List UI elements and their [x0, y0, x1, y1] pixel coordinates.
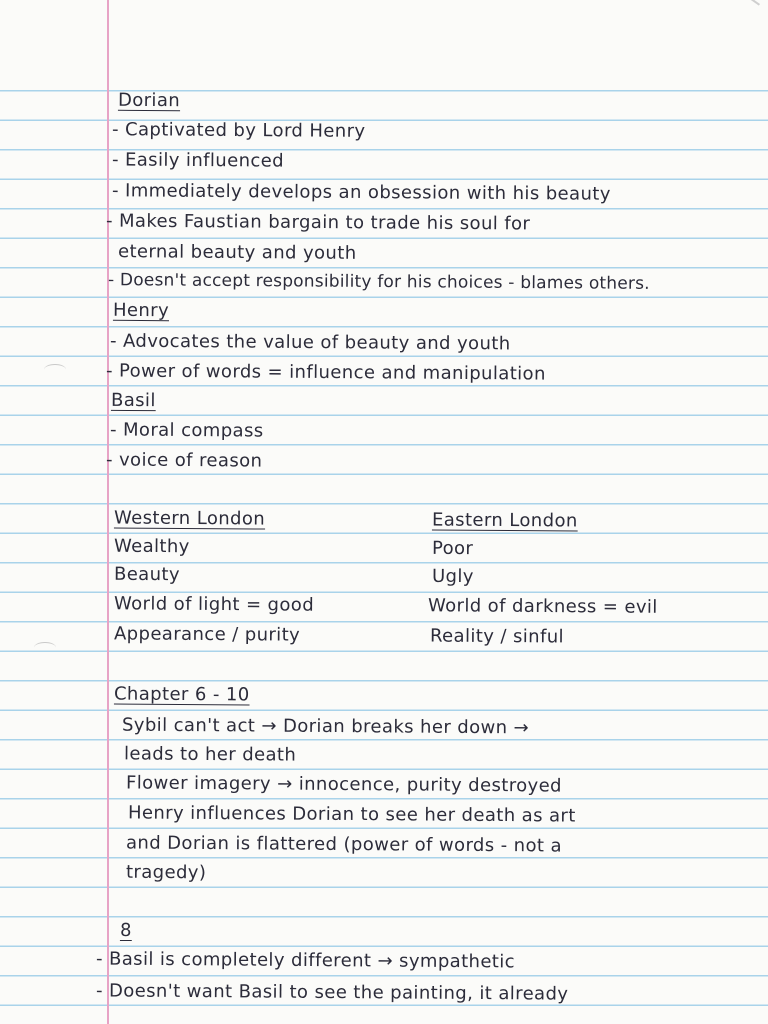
eastern-item: Reality / sinful — [429, 625, 565, 648]
basil-note: - Moral compass — [109, 419, 264, 442]
dorian-note: - Captivated by Lord Henry — [111, 119, 366, 142]
dorian-note: - Easily influenced — [111, 149, 285, 172]
henry-heading: Henry — [112, 299, 170, 322]
chapter-note: tragedy) — [125, 861, 207, 884]
western-item: Wealthy — [113, 535, 190, 558]
eastern-item: Ugly — [431, 565, 474, 588]
chapter-note: Flower imagery → innocence, purity destroyed — [125, 772, 563, 797]
chapter-note: and Dorian is flattered (power of words - not a — [125, 832, 563, 857]
chapter-heading: Chapter 6 - 10 — [113, 683, 250, 706]
eastern-item: Poor — [431, 537, 474, 560]
dorian-heading: Dorian — [117, 89, 181, 112]
basil-heading: Basil — [110, 389, 156, 412]
section-8-note: - Doesn't want Basil to see the painting, it already — [95, 980, 569, 1005]
henry-note: - Advocates the value of beauty and youth — [109, 330, 511, 355]
hole-mark — [44, 364, 66, 375]
eastern-item: World of darkness = evil — [427, 595, 658, 618]
chapter-note: leads to her death — [123, 743, 297, 766]
dorian-note: - Immediately develops an obsession with his beauty — [111, 180, 611, 205]
western-item: Beauty — [113, 563, 181, 586]
dorian-note: - Makes Faustian bargain to trade his soul for — [105, 210, 531, 235]
section-8-note: - Basil is completely different → sympathetic — [95, 948, 516, 973]
basil-note: - voice of reason — [105, 449, 263, 472]
dorian-note: eternal beauty and youth — [117, 241, 357, 264]
western-item: World of light = good — [113, 593, 315, 616]
eastern-london-heading: Eastern London — [431, 509, 578, 532]
dorian-note: - Doesn't accept responsibility for his choices - blames others. — [107, 270, 650, 294]
western-london-heading: Western London — [113, 507, 266, 530]
margin-line — [107, 0, 109, 1024]
henry-note: - Power of words = influence and manipulation — [105, 360, 546, 385]
chapter-note: Henry influences Dorian to see her death as art — [127, 802, 576, 827]
section-8-heading: 8 — [119, 919, 132, 942]
chapter-note: Sybil can't act → Dorian breaks her down → — [121, 714, 530, 739]
hole-mark — [34, 642, 56, 653]
western-item: Appearance / purity — [113, 623, 301, 646]
